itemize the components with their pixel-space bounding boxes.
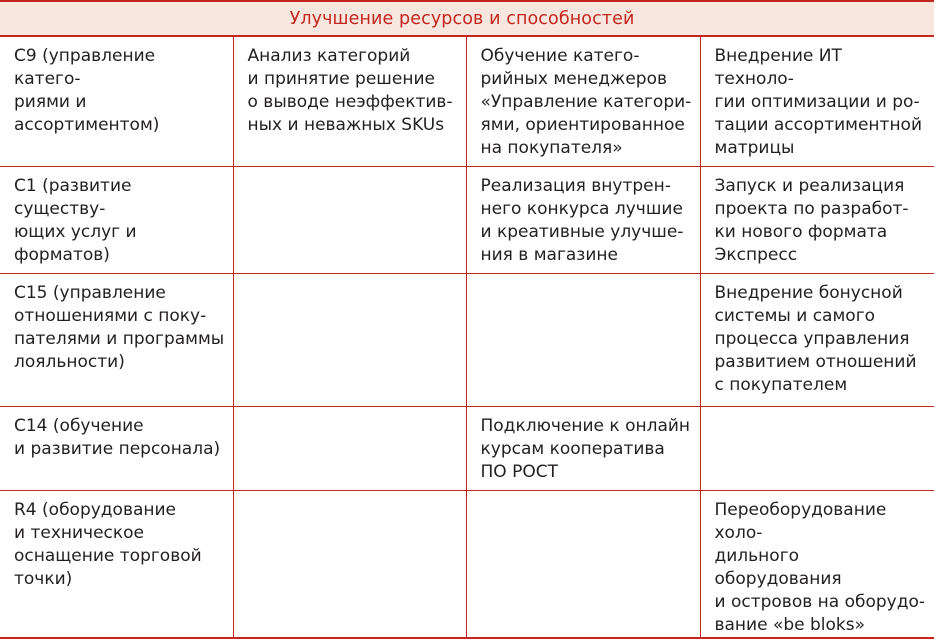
table-cell bbox=[466, 166, 700, 273]
table-cell bbox=[233, 406, 466, 490]
category-text: С14 (обучение и развитие персонала) bbox=[14, 415, 221, 459]
cell-text: Переоборудование холо- дильного оборудования и островов на оборудо- вание «be bloks» bbox=[714, 499, 925, 635]
cell-text: Реализация внутрен- него конкурса лучшие и креативные улучше- ния в магазине bbox=[480, 175, 684, 265]
category-cell bbox=[0, 273, 233, 406]
cell-text: Обучение катего- рийных менеджеров «Управление категори- ями, ориентированное на покупателя» bbox=[480, 46, 692, 158]
table-cell bbox=[700, 406, 934, 490]
table-cell bbox=[466, 273, 700, 406]
cell-text: Подключение к онлайн курсам кооператива ПО РОСТ bbox=[480, 415, 691, 482]
table-row bbox=[0, 406, 934, 490]
table-title: Улучшение ресурсов и способностей bbox=[289, 8, 635, 29]
category-text: С15 (управление отношениями с поку- пателями и программы лояльности) bbox=[14, 282, 225, 372]
cell-text: Внедрение ИТ техноло- гии оптимизации и ро- тации ассортиментной матрицы bbox=[714, 46, 923, 158]
table-cell bbox=[233, 37, 466, 166]
category-text: С1 (развитие существу- ющих услуг и форматов) bbox=[14, 175, 137, 265]
category-cell bbox=[0, 490, 233, 638]
category-cell bbox=[0, 406, 233, 490]
table-row bbox=[0, 166, 934, 273]
table-cell bbox=[233, 273, 466, 406]
cell-text: Анализ категорий и принятие решение о выводе неэффектив- ных и неважных SKUs bbox=[247, 46, 453, 135]
table-cell bbox=[466, 406, 700, 490]
table-row bbox=[0, 37, 934, 166]
table-row bbox=[0, 273, 934, 406]
table-body bbox=[0, 37, 934, 639]
table-cell bbox=[466, 490, 700, 638]
table-cell bbox=[700, 166, 934, 273]
table-cell bbox=[700, 490, 934, 638]
category-cell bbox=[0, 166, 233, 273]
table-cell bbox=[700, 37, 934, 166]
table-cell bbox=[233, 490, 466, 638]
cell-text: Запуск и реализация проекта по разработ- ки нового формата Экспресс bbox=[714, 175, 909, 265]
table-cell bbox=[466, 37, 700, 166]
table-row bbox=[0, 490, 934, 638]
category-text: R4 (оборудование и техническое оснащение торговой точки) bbox=[14, 499, 202, 589]
table-cell bbox=[700, 273, 934, 406]
table-header bbox=[0, 0, 934, 37]
category-text: С9 (управление катего- риями и ассортиментом) bbox=[14, 46, 160, 135]
category-cell bbox=[0, 37, 233, 166]
table-cell bbox=[233, 166, 466, 273]
cell-text: Внедрение бонусной системы и самого процесса управления развитием отношений с покупателем bbox=[714, 282, 917, 395]
